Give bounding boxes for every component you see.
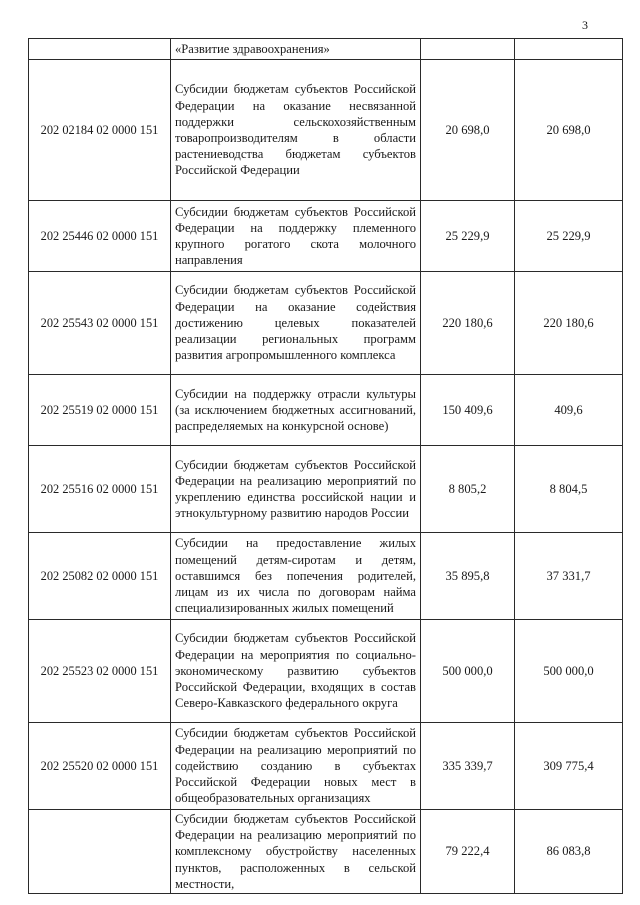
description-cell: Субсидии бюджетам субъектов Российской Федерации на реализацию мероприятий по содействию созданию в субъектах Российской Федерации новых мест в общеобразовательных организациях — [171, 723, 421, 810]
table-row — [29, 620, 623, 723]
amount-cell-2: 37 331,7 — [515, 533, 623, 620]
table-row — [29, 723, 623, 810]
amount-cell-2: 8 804,5 — [515, 446, 623, 533]
budget-code-cell: 202 25516 02 0000 151 — [29, 446, 171, 533]
amount-cell-1: 220 180,6 — [421, 272, 515, 375]
amount-cell-2: 25 229,9 — [515, 201, 623, 272]
description-cell: Субсидии бюджетам субъектов Российской Федерации на реализацию мероприятий по укреплению единства российской нации и этнокультурному развитию народов России — [171, 446, 421, 533]
amount-cell-1: 500 000,0 — [421, 620, 515, 723]
budget-code-cell: 202 25519 02 0000 151 — [29, 375, 171, 446]
amount-cell-2: 86 083,8 — [515, 810, 623, 894]
budget-code-cell — [29, 810, 171, 894]
table-row — [29, 60, 623, 201]
amount-cell-1 — [421, 39, 515, 60]
amount-cell-2: 309 775,4 — [515, 723, 623, 810]
amount-cell-1: 150 409,6 — [421, 375, 515, 446]
description-cell: «Развитие здравоохранения» — [171, 39, 421, 60]
amount-cell-2 — [515, 39, 623, 60]
description-cell: Субсидии на предоставление жилых помещений детям-сиротам и детям, оставшимся без попечения родителей, лицам из их числа по договорам найма специализированных жилых помещений — [171, 533, 421, 620]
budget-code-cell: 202 25446 02 0000 151 — [29, 201, 171, 272]
amount-cell-1: 35 895,8 — [421, 533, 515, 620]
table-row — [29, 272, 623, 375]
table-row — [29, 39, 623, 60]
budget-code-cell: 202 25082 02 0000 151 — [29, 533, 171, 620]
description-cell: Субсидии бюджетам субъектов Российской Федерации на оказание несвязанной поддержки сельскохозяйственным товаропроизводителям в области растениеводства бюджетам субъектов Российской Федерации — [171, 60, 421, 201]
table-row — [29, 375, 623, 446]
budget-code-cell: 202 02184 02 0000 151 — [29, 60, 171, 201]
amount-cell-1: 335 339,7 — [421, 723, 515, 810]
description-cell: Субсидии бюджетам субъектов Российской Федерации на мероприятия по социально-экономическому развитию субъектов Российской Федерации, входящих в состав Северо-Кавказского федерального округа — [171, 620, 421, 723]
amount-cell-2: 20 698,0 — [515, 60, 623, 201]
description-cell: Субсидии бюджетам субъектов Российской Федерации на реализацию мероприятий по комплексному обустройству населенных пунктов, расположенных в сельской местности, — [171, 810, 421, 894]
budget-code-cell: 202 25520 02 0000 151 — [29, 723, 171, 810]
table-row — [29, 446, 623, 533]
table-row — [29, 810, 623, 894]
description-cell: Субсидии бюджетам субъектов Российской Федерации на оказание содействия достижению целевых показателей реализации региональных программ развития агропромышленного комплекса — [171, 272, 421, 375]
amount-cell-1: 8 805,2 — [421, 446, 515, 533]
amount-cell-1: 25 229,9 — [421, 201, 515, 272]
table-row — [29, 201, 623, 272]
page-number: 3 — [582, 18, 588, 32]
budget-code-cell: 202 25523 02 0000 151 — [29, 620, 171, 723]
amount-cell-2: 500 000,0 — [515, 620, 623, 723]
amount-cell-2: 220 180,6 — [515, 272, 623, 375]
description-cell: Субсидии бюджетам субъектов Российской Федерации на поддержку племенного крупного рогатого скота молочного направления — [171, 201, 421, 272]
table-row — [29, 533, 623, 620]
amount-cell-2: 409,6 — [515, 375, 623, 446]
description-cell: Субсидии на поддержку отрасли культуры (за исключением бюджетных ассигнований, распределяемых на конкурсной основе) — [171, 375, 421, 446]
amount-cell-1: 20 698,0 — [421, 60, 515, 201]
budget-code-cell — [29, 39, 171, 60]
amount-cell-1: 79 222,4 — [421, 810, 515, 894]
budget-table — [28, 38, 623, 894]
budget-code-cell: 202 25543 02 0000 151 — [29, 272, 171, 375]
